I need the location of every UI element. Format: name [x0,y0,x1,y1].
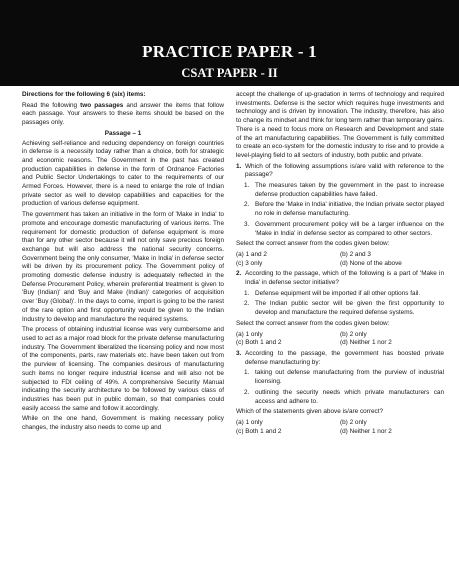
statement: 1. The measures taken by the government in the past to increase defense production capabilities have failed. [244,182,444,198]
passage-paragraph: accept the challenge of up-gradation in terms of technology and required investments. Defense is the sector which requires huge investments and technology and is driven by innovation. The industry, therefore, has also to change its mindset and think for long term rather than temporary gains. There is a need to focus more on Research and Development and state of the art manufacturing capabilities. The Government is fully committed to create an eco-system for the domestic industry to rise and to provide a level-playing field to all sectors of industry, both public and private. [236,91,444,159]
question-text: According to the passage, the government has boosted private defense manufacturing by: [245,349,444,366]
codes-instruction: Which of the statements given above is/are correct? [236,408,384,416]
content-columns [0,86,459,438]
codes-instruction: Select the correct answer from the codes given below: [236,319,390,327]
question-text: According to the passage, which of the following is a part of 'Make in India' in defense sector initiative? [245,270,444,287]
question-3 [236,350,444,367]
answer-option-c: (c) 3 only [236,259,263,267]
directions-text: Read the following two passages and answer the items that follow each passage. Your answers to these items should be based on the passages only. [22,101,224,127]
question-text: Which of the following assumptions is/are valid with reference to the passage? [245,162,444,179]
passage-title: Passage – 1 [104,129,142,137]
question-1 [236,163,444,180]
answer-option-d: (d) Neither 1 nor 2 [340,427,392,435]
question-2 [236,270,444,287]
codes-instruction: Select the correct answer from the codes given below: [236,240,390,248]
passage-paragraph: Achieving self-reliance and reducing dependency on foreign countries in defense is a necessity today rather than a choice, both for strategic and economic reasons. The Government in the past has created production capabilities in defense in the form of Ordnance Factories and Public Sector Undertakings to cater to the requirements of our Armed Forces. However, there is a need to enlarge the role of Indian private sector as well to develop capabilities and capacities for the production of various defense equipment. [22,139,224,208]
answer-option-a: (a) 1 only [236,330,263,338]
answer-option-d: (d) Neither 1 nor 2 [340,339,392,347]
answer-options [236,419,444,436]
answer-options [236,331,444,348]
answer-option-a: (a) 1 only [236,418,263,426]
statement: 2. outlining the security needs which private manufacturers can access and adhere to. [244,388,444,405]
statement: 1. Defense equipment will be imported if all other options fail. [244,289,421,297]
paper-subtitle: CSAT PAPER - II [181,66,278,80]
question-number: 1. [236,162,242,170]
passage-paragraph: While on the one hand, Government is making necessary policy changes, the industry also needs to come up and [22,415,224,432]
directions-heading: Directions for the following 6 (six) items: [22,91,146,98]
question-number: 2. [236,270,242,278]
answer-option-b: (b) 2 and 3 [340,250,371,258]
passage-paragraph: The government has taken an initiative in the form of 'Make in India' to promote and encourage domestic manufacturing of various items. The requirement for domestic production of defense equipment is more than for any other sector because it will not only save precious foreign exchange but will also address the national security concerns. Government being the only consumer, 'Make in India' in defense sector will be driven by its procurement policy. The Government policy of promoting domestic defense industry is adequately reflected in the Defense Procurement Policy, wherein preferential treatment is given to 'Buy (Indian)' and 'Buy and Make (Indian)' categories of acquisition over 'Buy (Global)'. In the days to come, import is going to be the rarest of the rare option and first opportunity would be given to the Indian Industry to develop and manufacture the required systems. [22,211,224,323]
answer-option-a: (a) 1 and 2 [236,250,267,258]
statement: 1. taking out defense manufacturing from the purview of industrial licensing. [244,369,444,386]
passage-paragraph: The process of obtaining industrial license was very cumbersome and used to act as a major road block for the private defense manufacturing industry. The Government liberalized the licensing policy and now most of the components, parts, raw materials etc. have been taken out from the purview of licensing. The companies desirous of manufacturing such items no longer require industrial license and will also not be subjected to FDI ceiling of 49%. A comprehensive Security Manual indicating the security architecture to be followed by various class of industries has been put in public domain, so that companies could easily access the same and follow it accordingly. [22,326,224,412]
paper-title: PRACTICE PAPER - 1 [142,42,317,61]
answer-option-d: (d) None of the above [340,259,402,267]
statement: 2. The Indian public sector will be given the first opportunity to develop and manufacture the required defense systems. [244,300,444,317]
right-column [236,91,444,438]
answer-options [236,251,444,268]
answer-option-b: (b) 2 only [340,330,367,338]
statement: 3. Government procurement policy will be a larger influence on the 'Make in India' in defense sector as compared to other sectors. [244,220,444,237]
question-number: 3. [236,349,242,357]
statement: 2. Before the 'Make in India' initiative, the Indian private sector played no role in defense manufacturing. [244,201,444,218]
answer-option-b: (b) 2 only [340,418,367,426]
left-column [22,91,224,438]
answer-option-c: (c) Both 1 and 2 [236,339,282,347]
page-header [0,0,459,86]
answer-option-c: (c) Both 1 and 2 [236,427,282,435]
